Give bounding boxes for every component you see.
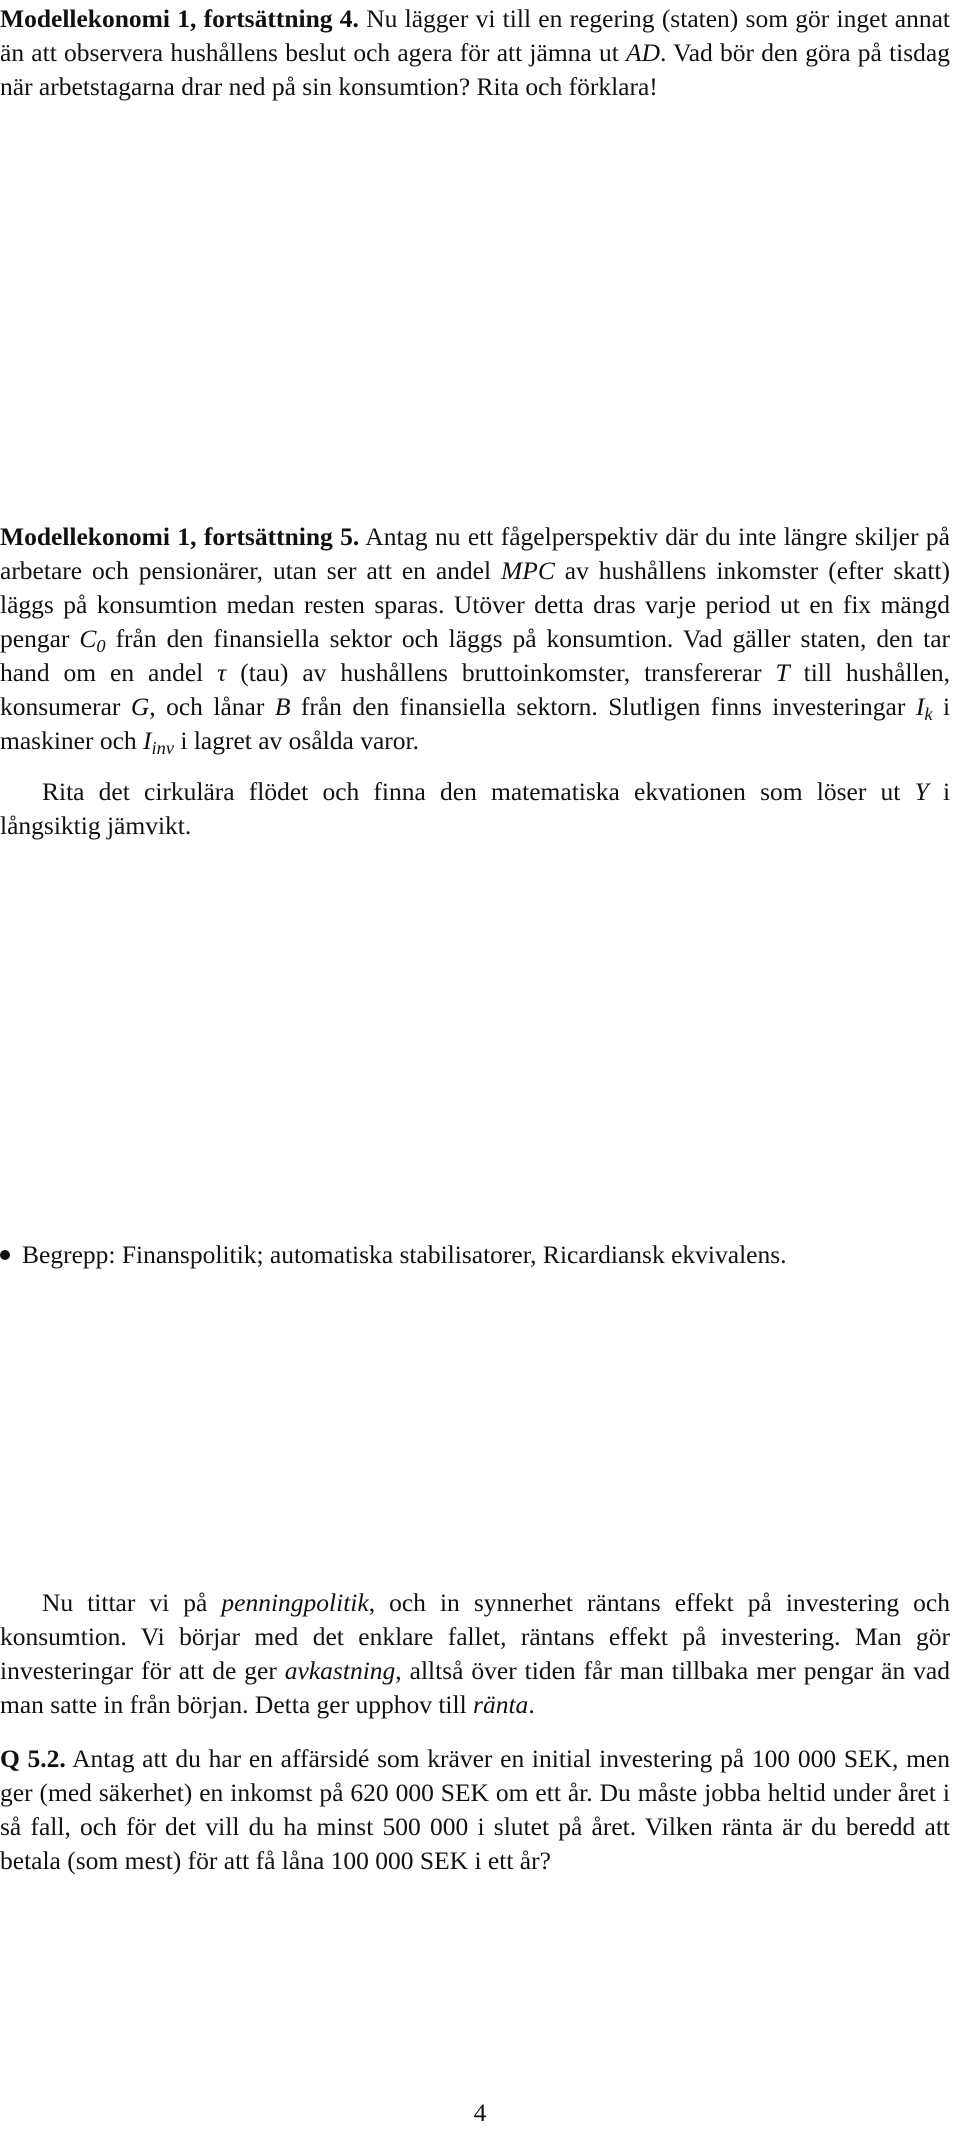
monetary-text-1: Nu tittar vi på	[42, 1588, 208, 1617]
term-penningpolitik: penningpolitik	[221, 1588, 369, 1617]
question-5-2	[0, 1742, 950, 1878]
section-5-text-9: i lagret av osålda varor.	[180, 726, 419, 755]
section-5-text-4: (tau) av hushållens bruttoinkomster, transfererar	[240, 658, 762, 687]
question-label: Q 5.2.	[0, 1744, 66, 1773]
term-ranta: ränta	[473, 1690, 529, 1719]
section-5-text-5: till hushållen, konsumerar	[0, 658, 951, 721]
section-5-text-2: av hushållens inkomster (efter skatt) läggs på konsumtion medan resten sparas. Utöver detta dras varje period ut en fix mängd pengar	[0, 556, 950, 653]
math-mpc: MPC	[501, 556, 555, 585]
term-avkastning: avkastning	[284, 1656, 396, 1685]
section-5-text-8: i maskiner och	[0, 692, 951, 755]
concepts-text: Begrepp: Finanspolitik; automatiska stabilisatorer, Ricardiansk ekvivalens.	[22, 1240, 787, 1269]
section-5-text-6: , och lånar	[149, 692, 265, 721]
section-5-text-1: Antag nu ett fågelperspektiv där du inte längre skiljer på arbetare och pensionärer, utan ser att en andel	[0, 522, 951, 585]
section-5-task-text-1: Rita det cirkulära flödet och finna den matematiska ekvationen som löser ut	[42, 777, 901, 806]
monetary-text-3: , alltså över tiden får man tillbaka mer pengar än vad man satte in från början. Detta ger upphov till	[0, 1656, 951, 1719]
math-t: T	[775, 658, 790, 687]
section-5-heading: Modellekonomi 1, fortsättning 5.	[0, 522, 360, 551]
monetary-policy-paragraph	[0, 1586, 950, 1722]
section-5-text-7: från den finansiella sektorn. Slutligen finns investeringar	[300, 692, 906, 721]
concepts-bullet	[0, 1238, 950, 1272]
question-text: Antag att du har en affärsidé som kräver en initial investering på 100 000 SEK, men ger (med säkerhet) en inkomst på 620 000 SEK om ett år. Du måste jobba heltid under året i så fall, och för det vill du ha minst 500 000 i slutet på året. Vilken ränta är du beredd att betala (som mest) för att få låna 100 000 SEK i ett år?	[0, 1744, 950, 1875]
math-tau: τ	[217, 658, 227, 687]
section-4-paragraph	[0, 2, 950, 104]
math-c0: $C_0$	[79, 624, 106, 657]
math-ik: $I_k$	[915, 692, 933, 725]
page-number: 4	[473, 2098, 487, 2127]
section-5-task-paragraph	[0, 775, 950, 843]
section-5-task-text-2: i långsiktig jämvikt.	[0, 777, 951, 840]
monetary-text-4: .	[528, 1690, 535, 1719]
math-b: B	[274, 692, 291, 721]
section-4-text: Nu lägger vi till en regering (staten) som gör inget annat än att observera hushållens beslut och agera för att jämna ut	[0, 4, 951, 67]
math-g: G	[130, 692, 150, 721]
section-4-heading: Modellekonomi 1, fortsättning 4.	[0, 4, 359, 33]
section-5-text-3: från den finansiella sektor och läggs på konsumtion. Vad gäller staten, den tar hand om en andel	[0, 624, 951, 687]
section-4-text-2: . Vad bör den göra på tisdag när arbetstagarna drar ned på sin konsumtion? Rita och förklara!	[0, 38, 950, 101]
bullet-dot-icon	[0, 1250, 10, 1260]
math-y: Y	[914, 777, 929, 806]
math-iinv: $I_{inv}$	[143, 726, 174, 759]
section-5-paragraph	[0, 520, 950, 758]
monetary-text-2: , och in synnerhet räntans effekt på investering och konsumtion. Vi börjar med det enklare fallet, räntans effekt på investering. Man gör investeringar för att de ger	[0, 1588, 951, 1685]
math-ad: AD	[626, 38, 661, 67]
